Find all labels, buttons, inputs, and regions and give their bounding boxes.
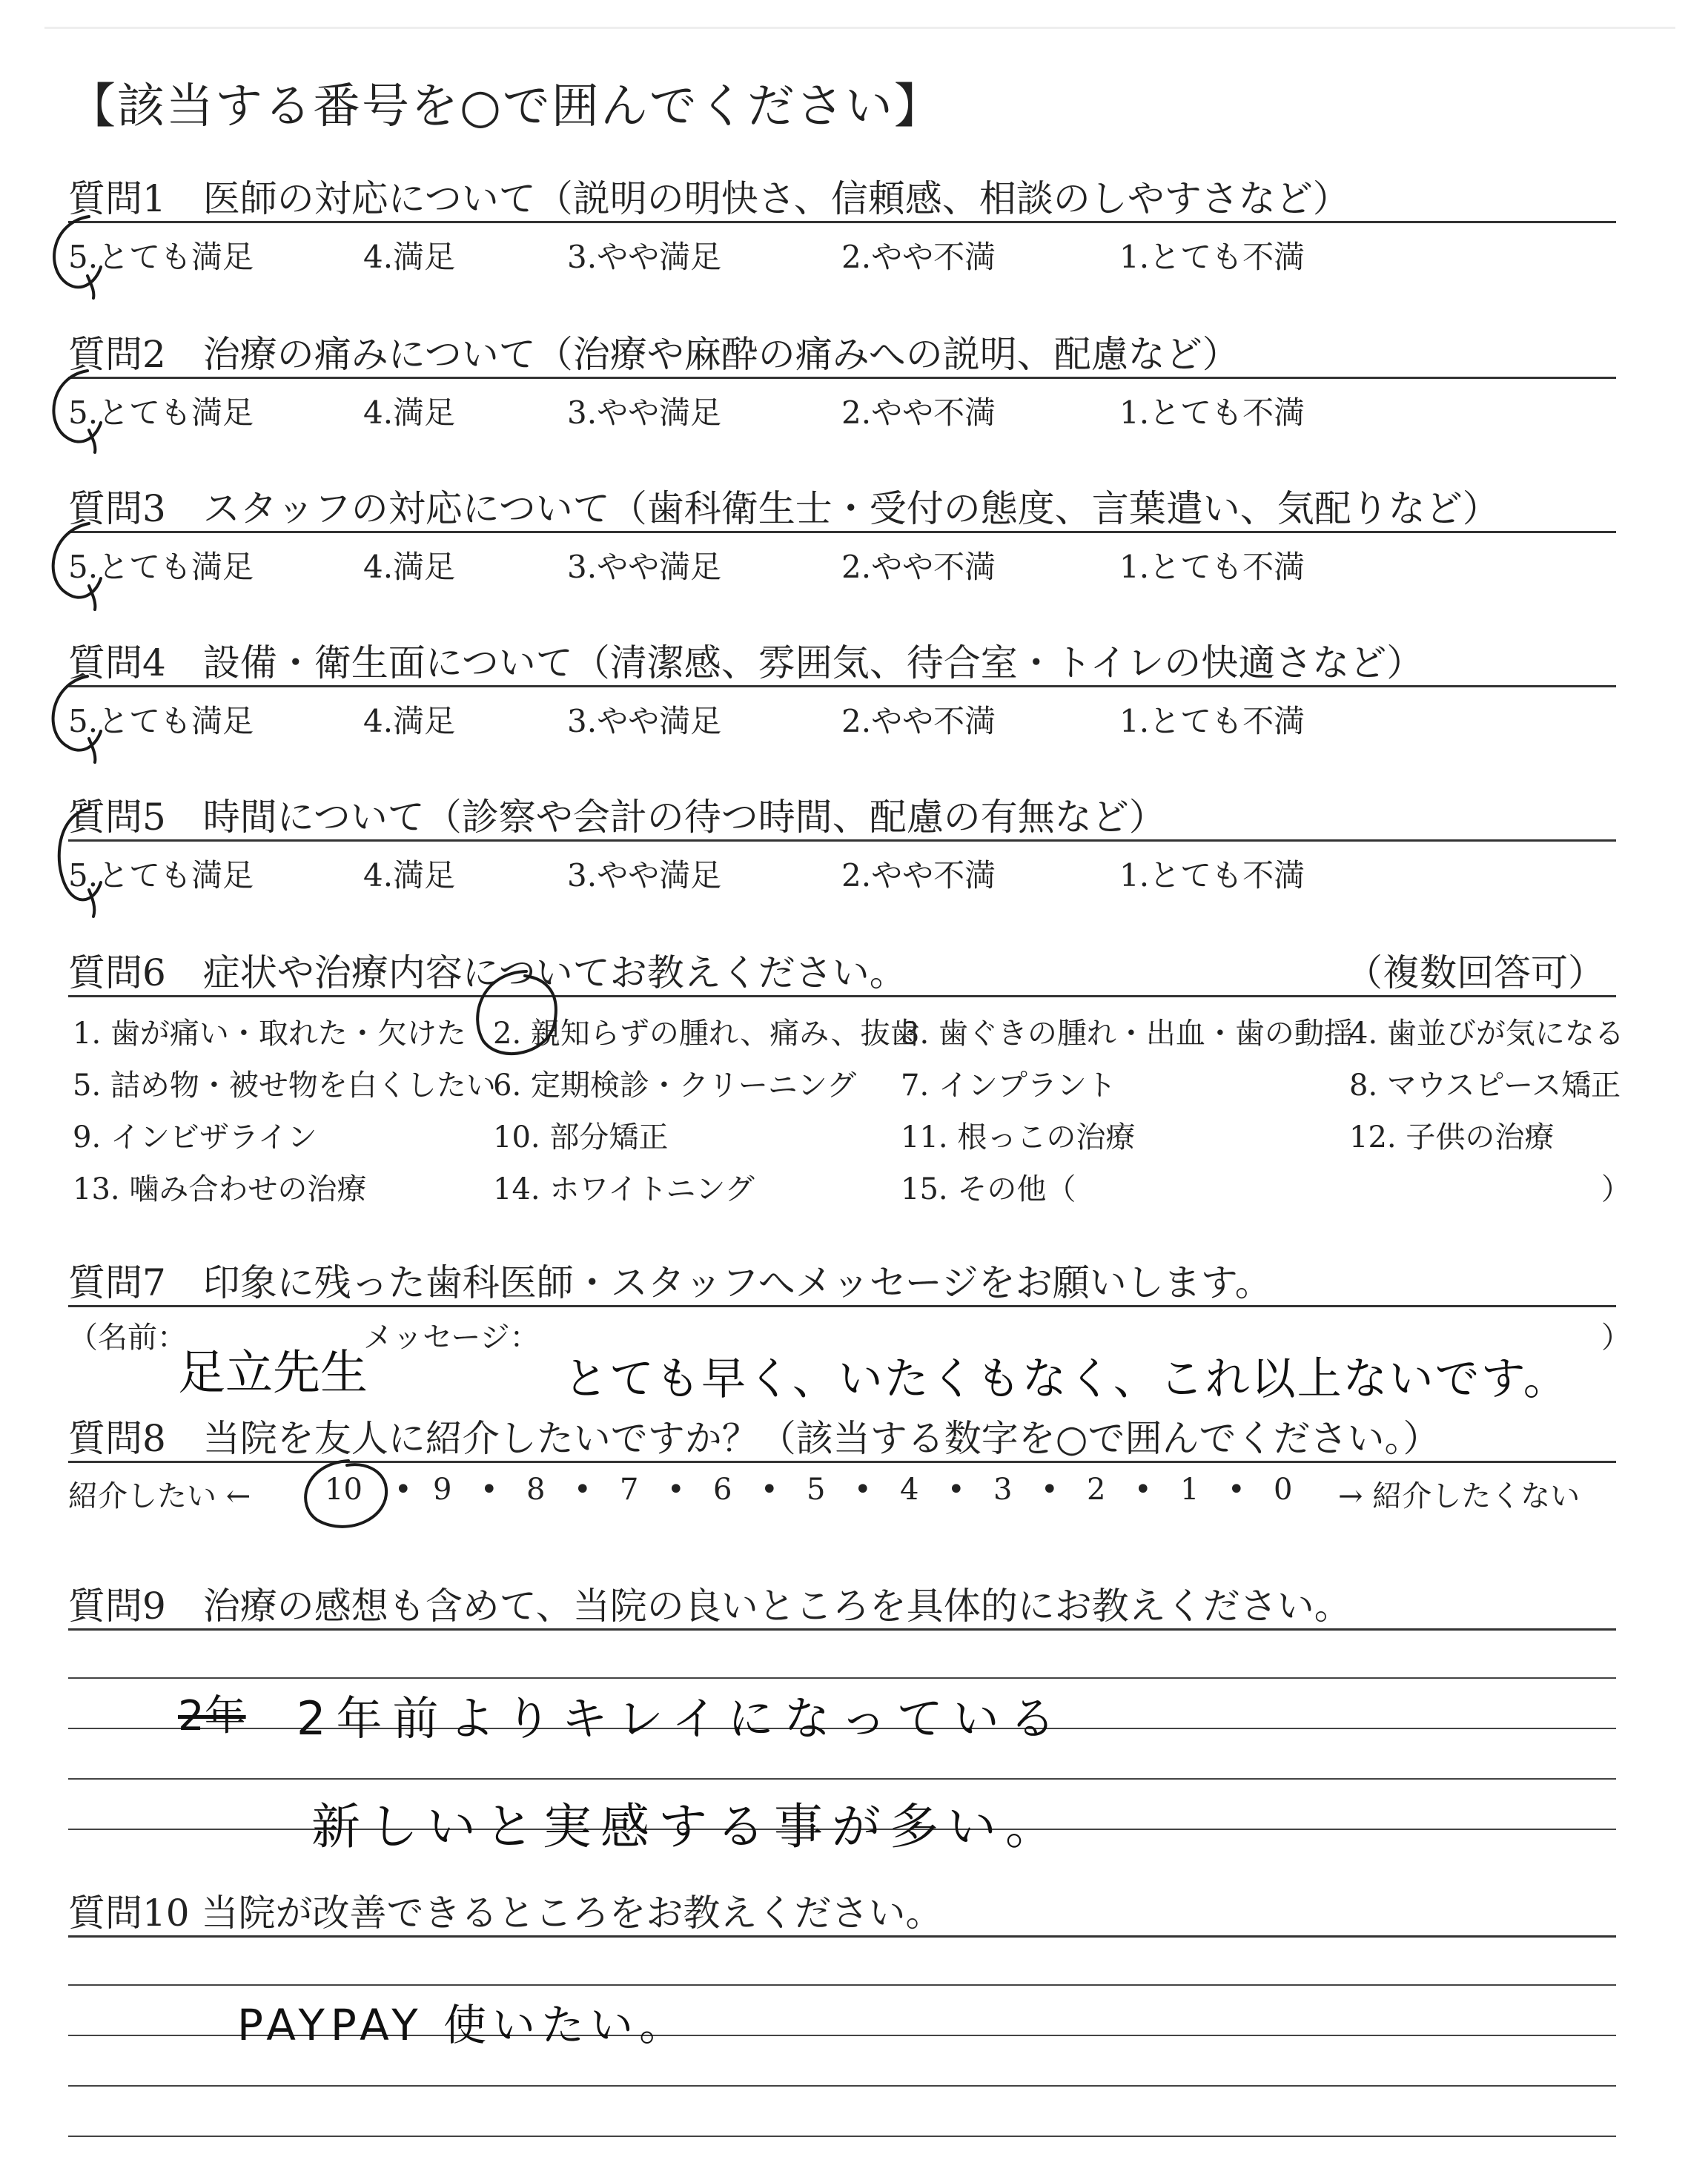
scale-8[interactable]: 8 xyxy=(526,1473,546,1507)
option-2[interactable]: 2.やや不満 xyxy=(841,857,996,894)
option-1[interactable]: 1.とても不満 xyxy=(1119,549,1305,585)
symptom-option[interactable]: 8. マウスピース矯正 xyxy=(1349,1069,1621,1103)
option-2[interactable]: 2.やや不満 xyxy=(841,239,996,275)
rule-line xyxy=(68,685,1616,687)
handwritten-answer[interactable]: PAYPAY 使いたい。 xyxy=(237,2000,689,2050)
scale-dot: • xyxy=(1228,1473,1245,1507)
scale-dot: • xyxy=(947,1473,965,1507)
question-title: 質問2 治療の痛みについて（治療や麻酔の痛みへの説明、配慮など） xyxy=(68,333,1239,376)
option-4[interactable]: 4.満足 xyxy=(363,549,456,585)
handwritten-answer-line1[interactable]: 2年前よりキレイになっている xyxy=(297,1691,1066,1745)
option-5[interactable]: 5.とても満足 xyxy=(68,857,254,894)
option-1[interactable]: 1.とても不満 xyxy=(1119,394,1305,431)
answer-line xyxy=(68,1984,1616,1986)
symptom-option[interactable]: 11. 根っこの治療 xyxy=(901,1120,1136,1155)
scale-dot: • xyxy=(480,1473,498,1507)
scale-1[interactable]: 1 xyxy=(1180,1473,1199,1507)
multiple-answers-note: （複数回答可） xyxy=(1345,951,1605,994)
option-4[interactable]: 4.満足 xyxy=(363,394,456,431)
rule-line xyxy=(68,1935,1616,1938)
option-5[interactable]: 5.とても満足 xyxy=(68,394,254,431)
option-5[interactable]: 5.とても満足 xyxy=(68,239,254,275)
rule-line xyxy=(68,995,1616,997)
question-title: 質問1 医師の対応について（説明の明快さ、信頼感、相談のしやすさなど） xyxy=(68,177,1350,220)
option-1[interactable]: 1.とても不満 xyxy=(1119,703,1305,739)
scale-9[interactable]: 9 xyxy=(433,1473,452,1507)
question-title: 質問8 当院を友人に紹介したいですか？（該当する数字を○で囲んでください。） xyxy=(68,1417,1440,1460)
option-2[interactable]: 2.やや不満 xyxy=(841,394,996,431)
scale-6[interactable]: 6 xyxy=(713,1473,732,1507)
scale-dot: • xyxy=(761,1473,778,1507)
question-title: 質問3 スタッフの対応について（歯科衛生士・受付の態度、言葉遣い、気配りなど） xyxy=(68,487,1500,530)
question-title: 質問10 当院が改善できるところをお教えください。 xyxy=(68,1892,943,1935)
rule-line xyxy=(68,377,1616,379)
option-3[interactable]: 3.やや満足 xyxy=(567,549,722,585)
symptom-option[interactable]: 2. 親知らずの腫れ、痛み、抜歯 xyxy=(493,1017,920,1051)
other-close-paren: ） xyxy=(1601,1172,1631,1206)
scale-10[interactable]: 10 xyxy=(325,1473,363,1507)
question-title: 質問9 治療の感想も含めて、当院の良いところを具体的にお教えください。 xyxy=(68,1585,1351,1628)
option-2[interactable]: 2.やや不満 xyxy=(841,549,996,585)
option-3[interactable]: 3.やや満足 xyxy=(567,703,722,739)
message-label: メッセージ： xyxy=(363,1321,540,1355)
symptom-option[interactable]: 6. 定期検診・クリーニング xyxy=(493,1069,857,1103)
symptom-option[interactable]: 3. 歯ぐきの腫れ・出血・歯の動揺 xyxy=(901,1017,1354,1051)
scale-dot: • xyxy=(1041,1473,1059,1507)
option-2[interactable]: 2.やや不満 xyxy=(841,703,996,739)
handwritten-message[interactable]: とても早く、いたくもなく、これ以上ないです。 xyxy=(563,1353,1569,1405)
scale-dot: • xyxy=(1134,1473,1152,1507)
close-paren: ） xyxy=(1601,1321,1631,1355)
option-5[interactable]: 5.とても満足 xyxy=(68,549,254,585)
recommend-left-label: 紹介したい ← xyxy=(68,1479,251,1513)
option-1[interactable]: 1.とても不満 xyxy=(1119,239,1305,275)
option-5[interactable]: 5.とても満足 xyxy=(68,703,254,739)
option-3[interactable]: 3.やや満足 xyxy=(567,239,722,275)
scale-dot: • xyxy=(854,1473,872,1507)
handwritten-answer-line2[interactable]: 新しいと実感する事が多い。 xyxy=(311,1798,1063,1855)
scan-top-edge xyxy=(44,27,1675,29)
scale-dot: • xyxy=(394,1473,412,1507)
question-title: 質問7 印象に残った歯科医師・スタッフへメッセージをお願いします。 xyxy=(68,1261,1272,1304)
rule-line xyxy=(68,1461,1616,1463)
option-4[interactable]: 4.満足 xyxy=(363,703,456,739)
handwritten-name[interactable]: 足立先生 xyxy=(178,1346,368,1401)
symptom-option[interactable]: 4. 歯並びが気になる xyxy=(1349,1017,1624,1051)
question-title: 質問5 時間について（診察や会計の待つ時間、配慮の有無など） xyxy=(68,796,1166,839)
question-title: 質問4 設備・衛生面について（清潔感、雰囲気、待合室・トイレの快適さなど） xyxy=(68,641,1424,684)
symptom-option-other[interactable]: 15. その他（ xyxy=(901,1172,1076,1206)
scale-5[interactable]: 5 xyxy=(807,1473,826,1507)
answer-line xyxy=(68,2085,1616,2087)
answer-line xyxy=(68,1677,1616,1679)
rule-line xyxy=(68,1628,1616,1631)
option-3[interactable]: 3.やや満足 xyxy=(567,857,722,894)
rule-line xyxy=(68,221,1616,223)
symptom-option[interactable]: 13. 噛み合わせの治療 xyxy=(73,1172,367,1206)
scale-2[interactable]: 2 xyxy=(1087,1473,1106,1507)
option-1[interactable]: 1.とても不満 xyxy=(1119,857,1305,894)
scale-4[interactable]: 4 xyxy=(900,1473,919,1507)
rule-line xyxy=(68,1305,1616,1307)
recommend-right-label: → 紹介したくない xyxy=(1338,1479,1580,1513)
symptom-option[interactable]: 14. ホワイトニング xyxy=(493,1172,755,1206)
scale-7[interactable]: 7 xyxy=(620,1473,639,1507)
question-title: 質問6 症状や治療内容についてお教えください。 xyxy=(68,951,907,994)
symptom-option[interactable]: 7. インプラント xyxy=(901,1069,1116,1103)
scale-dot: • xyxy=(574,1473,592,1507)
scale-3[interactable]: 3 xyxy=(993,1473,1013,1507)
answer-line xyxy=(68,2136,1616,2137)
symptom-option[interactable]: 1. 歯が痛い・取れた・欠けた xyxy=(73,1017,466,1051)
form-header: 【該当する番号を○で囲んでください】 xyxy=(68,79,943,134)
scale-dot: • xyxy=(667,1473,685,1507)
option-4[interactable]: 4.満足 xyxy=(363,857,456,894)
option-4[interactable]: 4.満足 xyxy=(363,239,456,275)
symptom-option[interactable]: 9. インビザライン xyxy=(73,1120,317,1155)
rule-line xyxy=(68,839,1616,842)
symptom-option[interactable]: 12. 子供の治療 xyxy=(1349,1120,1555,1155)
struck-out-text: 2年 xyxy=(178,1692,246,1740)
symptom-option[interactable]: 10. 部分矯正 xyxy=(493,1120,669,1155)
symptom-option[interactable]: 5. 詰め物・被せ物を白くしたい xyxy=(73,1069,496,1103)
rule-line xyxy=(68,531,1616,533)
scale-0[interactable]: 0 xyxy=(1274,1473,1293,1507)
option-3[interactable]: 3.やや満足 xyxy=(567,394,722,431)
answer-line xyxy=(68,1778,1616,1780)
name-label: （名前： xyxy=(68,1321,187,1355)
